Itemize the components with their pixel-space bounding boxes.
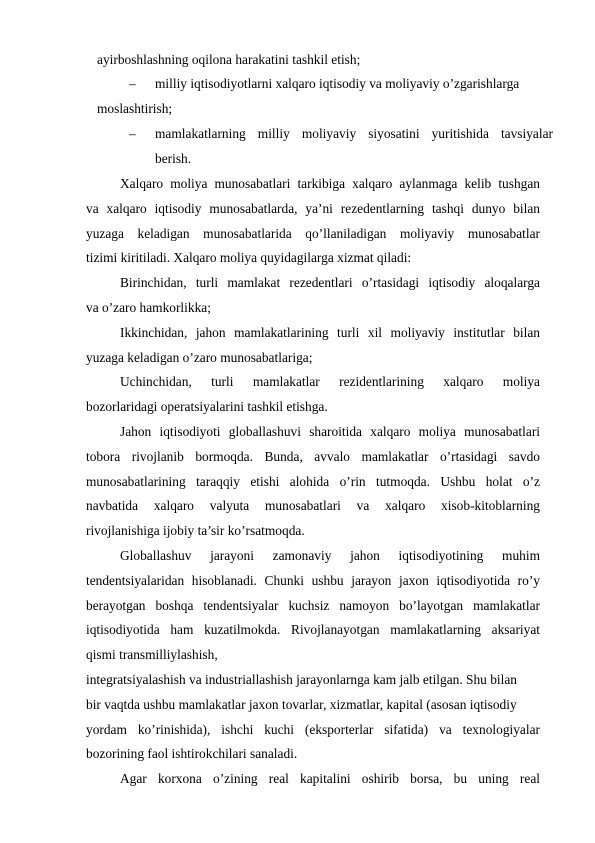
- paragraph-line: integratsiyalashish va industriallashish jarayonlarnga kam jalb etilgan. Shu bilan: [86, 672, 518, 687]
- paragraph-line: Jahon iqtisodiyoti globallashuvi sharoitida xalqaro moliya munosabatlari: [120, 424, 540, 439]
- paragraph-line: Ikkinchidan, jahon mamlakatlarining turli xil moliyaviy institutlar bilan: [120, 325, 540, 340]
- paragraph-line: Xalqaro moliya munosabatlari tarkibiga xalqaro aylanmaga kelib tushgan: [120, 176, 540, 191]
- paragraph-line: bozorining faol ishtirokchilari sanaladi.: [86, 746, 298, 761]
- paragraph-line: yuzaga keladigan munosabatlarida qo’llaniladigan moliyaviy munosabatlar: [86, 226, 540, 241]
- paragraph-line: Uchinchidan, turli mamlakatlar rezidentlarining xalqaro moliya: [120, 374, 540, 389]
- paragraph-line: tizimi kiritiladi. Xalqaro moliya quyidagilarga xizmat qiladi:: [86, 250, 412, 265]
- paragraph-line: tendentsiyalaridan hisoblanadi. Chunki ushbu jarayon jaxon iqtisodiyotida ro’y: [86, 573, 540, 588]
- paragraph-line: Globallashuv jarayoni zamonaviy jahon iqtisodiyotining muhim: [120, 548, 540, 563]
- text-line: berish.: [155, 151, 192, 166]
- paragraph-line: berayotgan boshqa tendentsiyalar kuchsiz namoyon bo’layotgan mamlakatlar: [86, 598, 540, 613]
- text-line: moslashtirish;: [97, 101, 173, 116]
- text-line: ayirboshlashning oqilona harakatini tashkil etish;: [97, 52, 361, 67]
- list-dash: –: [129, 76, 136, 91]
- paragraph-line: navbatida xalqaro valyuta munosabatlari va xalqaro xisob-kitoblarning: [86, 498, 540, 513]
- paragraph-line: va o’zaro hamkorlikka;: [86, 300, 211, 315]
- paragraph-line: yordam ko’rinishida), ishchi kuchi (eksporterlar sifatida) va texnologiyalar: [86, 722, 540, 737]
- paragraph-line: rivojlanishiga ijobiy ta’sir ko’rsatmoqda.: [86, 523, 305, 538]
- paragraph-line: va xalqaro iqtisodiy munosabatlarda, ya’ni rezedentlarning tashqi dunyo bilan: [86, 201, 540, 216]
- paragraph-line: Birinchidan, turli mamlakat rezedentlari o’rtasidagi iqtisodiy aloqalarga: [120, 275, 540, 290]
- paragraph-line: qismi transmilliylashish,: [86, 647, 218, 662]
- paragraph-line: iqtisodiyotida ham kuzatilmokda. Rivojlanayotgan mamlakatlarning aksariyat: [86, 622, 540, 637]
- paragraph-line: tobora rivojlanib bormoqda. Bunda, avvalo mamlakatlar o’rtasidagi savdo: [86, 449, 540, 464]
- paragraph-line: bozorlaridagi operatsiyalarini tashkil etishga.: [86, 399, 328, 414]
- paragraph-line: yuzaga keladigan o’zaro munosabatlariga;: [86, 350, 313, 365]
- paragraph-line: Agar korxona o’zining real kapitalini oshirib borsa, bu uning real: [120, 771, 540, 786]
- list-item-text: mamlakatlarning milliy moliyaviy siyosatini yuritishida tavsiyalar: [155, 126, 553, 141]
- paragraph-line: bir vaqtda ushbu mamlakatlar jaxon tovarlar, xizmatlar, kapital (asosan iqtisodiy: [86, 697, 517, 712]
- paragraph-line: munosabatlarining taraqqiy etishi alohida o’rin tutmoqda. Ushbu holat o’z: [86, 474, 540, 489]
- list-dash: –: [129, 126, 136, 141]
- list-item-text: milliy iqtisodiyotlarni xalqaro iqtisodiy va moliyaviy o’zgarishlarga: [155, 76, 520, 91]
